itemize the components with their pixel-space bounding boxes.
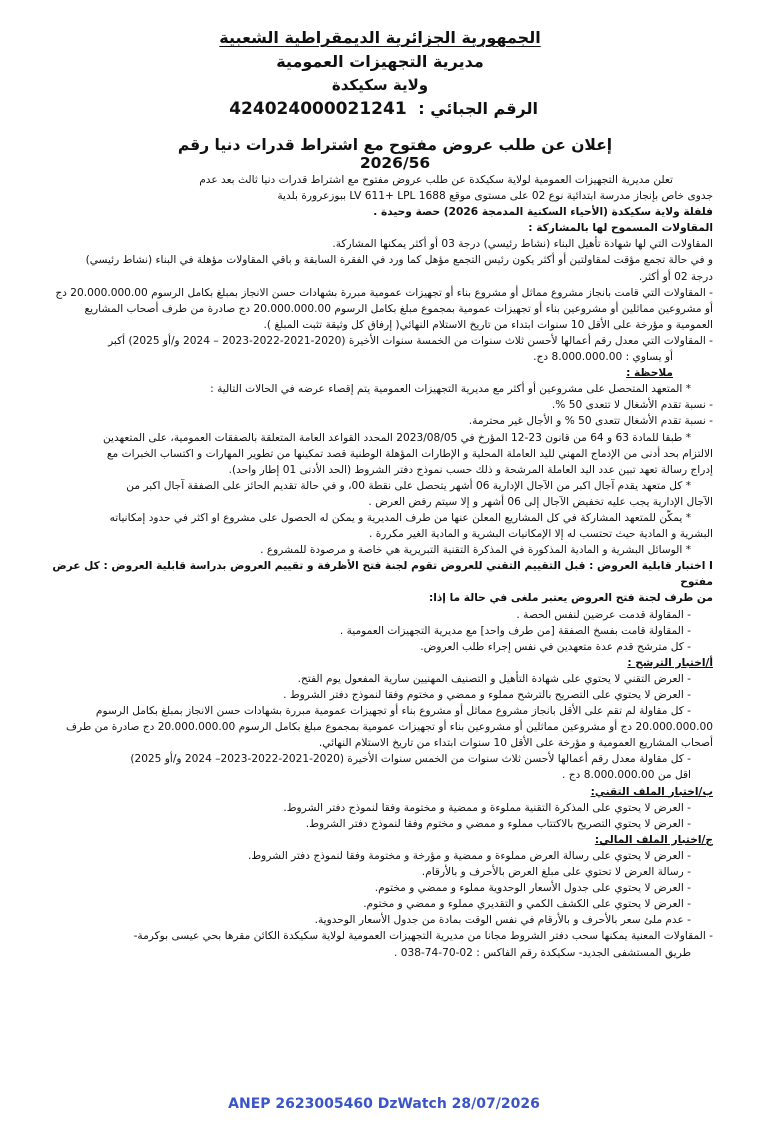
body-line: - العرض لا يحتوي على التصريح بالترشح مملوء و ممضي و مختوم وفقا لنموذج دفتر الشروط .: [283, 689, 691, 701]
body-line: أصحاب المشاريع العمومية و مؤرخة على الأقل 10 سنوات ابتداء من تاريخ الاستلام النهائي.: [318, 737, 713, 750]
body-line: المقاولات التي لها شهادة تأهيل البناء (نشاط رئيسي) درجة 03 أو أكثر يمكنها المشاركة.: [332, 238, 713, 251]
body-line: - نسبة تقدم الأشغال لا تتعدى 50 %.: [551, 399, 713, 412]
body-line: - العرض لا يحتوي التصريح بالاكتتاب مملوء و ممضي و مختوم وفقا لنموذج دفتر الشروط.: [305, 817, 691, 830]
body-line: - نسبة تقدم الأشغال تتعدى 50 % و الأجال غير محترمة.: [468, 415, 713, 428]
body-line: * يمكّن للمتعهد المشاركة في كل المشاريع المعلن عنها من طرف المديرية و يمكن له الحصول على مشروع او اكثر في حدود إمكانياته: [109, 511, 691, 524]
body-line: تعلن مديرية التجهيزات العمومية لولاية سكيكدة عن طلب عروض مفتوح مع اشتراط قدرات دنيا ثالث بعد عدم: [199, 174, 673, 186]
body-line: - رسالة العرض لا تحتوي على مبلغ العرض بالأحرف و بالأرقام.: [421, 866, 691, 879]
wilaya-heading: ولاية سكيكدة: [331, 76, 429, 94]
tax-id-value: 424024000021241: [229, 99, 407, 119]
body-line: * المتعهد المتحصل على مشروعين أو أكثر مع مديرية التجهيزات العمومية يتم إقصاء عرضه في الحالات التالية :: [210, 383, 691, 396]
body-line: - العرض لا يحتوي على المذكرة التقنية مملوءة و ممضية و مختومة وفقا لنموذج دفتر الشروط.: [283, 801, 691, 814]
body-line: - كل مقاولة معدل رقم أعمالها لأحسن ثلاث سنوات من الخمس سنوات الأخيرة (2020-2021-2022-2023– 2024 و/أو 2025): [130, 753, 691, 766]
section-heading: I اختبار قابلية العروض : قبل التقييم التقني للعروض تقوم لجنة فتح الأظرفة و تقييم العروض بدراسة قابلية العروض : كل عرض مفتوح: [52, 560, 713, 589]
body-line: درجة 02 أو أكثر.: [638, 270, 713, 283]
body-line: من طرف لجنة فتح العروض يعتبر ملغى في حالة ما إذا:: [428, 592, 713, 605]
body-line: - كل مترشح قدم عدة متعهدين في نفس إجراء طلب العروض.: [420, 640, 691, 653]
announcement-body: [45, 172, 713, 961]
body-line: * كل متعهد يقدم آجال اكبر من الآجال الإدارية 06 أشهر يتحصل على نقطة 00، و في حالة تقديم الحائز على الصفقة آجال اكبر من: [126, 479, 691, 492]
body-line: و في حالة تجمع مؤقت لمقاولتين أو أكثر يكون رئيس التجمع مؤهل كما ورد في الفقرة السابقة و باقي المقاولات مؤهلة في البناء (نشاط رئيسي): [85, 254, 713, 267]
republic-heading: الجمهورية الجزائرية الديمقراطية الشعبية: [219, 28, 541, 47]
body-line: العمومية و مؤرخة على الأقل 10 سنوات ابتداء من تاريخ الاستلام النهائي( إرفاق كل وثيقة تثبت المبلغ ).: [263, 318, 713, 331]
announcement-title: إعلان عن طلب عروض مفتوح مع اشتراط قدرات دنيا رقم 2026/56: [177, 136, 613, 172]
body-line: * طبقا للمادة 63 و 64 من قانون 23-12 المؤرخ في 2023/08/05 المحدد القواعد العامة المتعلقة بالصفقات العمومية، على المتعهدين: [102, 431, 691, 444]
body-line: - المقاولات التي معدل رقم أعمالها لأحسن ثلاث سنوات من الخمسة سنوات الأخيرة (2020-2021-2022-2023 – 2024 و/أو 2025) أكبر: [108, 334, 713, 347]
tax-id: [229, 99, 538, 119]
body-line: - المقاولات المعنية يمكنها سحب دفتر الشروط مجانا من مديرية التجهيزات العمومية لولاية سكيكدة الكائن مقرها بحي عيسى بوكرمة-: [133, 930, 713, 943]
body-line: - العرض لا يحتوي على الكشف الكمي و التقديري مملوء و ممضي و مختوم.: [363, 898, 691, 911]
body-line: جدوى خاص بإنجاز مدرسة ابتدائية نوع 02 على مستوى موقع LV 611+ LPL 1688 ببوزعرورة بلدية: [277, 190, 713, 203]
body-line: - العرض لا يحتوي على جدول الأسعار الوحدوية مملوء و ممضي و مختوم.: [374, 882, 691, 895]
section-heading: ب/اختبار الملف التقني:: [590, 785, 713, 798]
body-line: * الوسائل البشرية و المادية المذكورة في المذكرة التقنية التبريرية هي خاصة و مرصودة للمشروع .: [260, 544, 691, 557]
body-line: البشرية و المادية حيث تحتسب له إلا الإمكانيات البشرية و المادية الغير مكررة .: [368, 528, 713, 541]
body-line: فلفلة ولاية سكيكدة (الأحياء السكنية المدمجة 2026) حصة وحيدة .: [373, 206, 713, 219]
body-line: المقاولات المسموح لها بالمشاركة :: [528, 222, 713, 235]
body-line: الآجال الإدارية يجب عليه تخفيض الآجال إلى 06 أشهر و إلا سيتم رفض العرض .: [368, 495, 713, 508]
section-heading: ج/اختبار الملف المالي:: [594, 833, 713, 846]
body-line: - المقاولة قدمت عرضين لنفس الحصة .: [516, 608, 691, 621]
body-line: - المقاولة قامت بفسخ الصفقة [من طرف واحد] مع مديرية التجهيزات العمومية .: [339, 624, 691, 637]
body-line: - العرض التقني لا يحتوي على شهادة التأهيل و التصنيف المهنيين سارية المفعول يوم الفتح.: [297, 672, 691, 685]
body-line: - العرض لا يحتوي على رسالة العرض مملوءة و ممضية و مؤرخة و مختومة وفقا لنموذج دفتر الشروط.: [248, 849, 691, 862]
body-line: - كل مقاولة لم تقم على الأقل بانجاز مشروع مماثل أو مشروع بناء أو تجهيزات عمومية مبررة بشهادات حسن الانجاز بمبلغ بكامل الرسوم: [95, 705, 691, 718]
body-line: اقل من 8.000.000.00 دج .: [562, 769, 691, 782]
body-line: طريق المستشفى الجديد- سكيكدة رقم الفاكس : 02-70-74-038 .: [393, 946, 691, 959]
body-line: 20.000.000.00 دج أو مشروعين مماثلين أو مشروعين بناء أو تجهيزات عمومية بمجموع مبلغ بكامل الرسوم 20.000.000.00 دج صادرة من طرف: [66, 721, 713, 734]
directorate-heading: مديرية التجهيزات العمومية: [276, 52, 484, 71]
body-line: أو يساوي : 8.000.000.00 دج.: [533, 351, 673, 364]
tax-id-label: الرقم الجبائي :: [418, 99, 538, 118]
body-line: أو مشروعين مماثلين أو مشروعين بناء أو تجهيزات عمومية بمجموع مبلغ بكامل الرسوم 20.000.000.00 دج صادرة من طرف أصحاب المشاريع: [84, 302, 713, 315]
body-line: إدراج رسالة تعهد تبين عدد اليد العاملة المرشحة و ذلك حسب نموذج دفتر الشروط (الحد الأدنى 01 إطار واحد).: [228, 463, 713, 476]
section-heading: أ/اختبار الترشح :: [627, 656, 713, 669]
body-line: الالتزام بحد أدنى من الإدماج المهني لليد العاملة المحلية و الإطارات المؤهلة الوطنية قصد تمكينها من تطوير المهارات و اكتساب الخبرات مع: [106, 447, 713, 460]
body-line: - المقاولات التي قامت بانجاز مشروع مماثل أو مشروع بناء أو تجهيزات عمومية مبررة بشهادات حسن الانجاز بمبلغ بكامل الرسوم 20.000.000.00 دج: [55, 286, 713, 299]
notes-heading: ملاحظة :: [626, 367, 673, 380]
anep-footer: ANEP 2623005460 DzWatch 28/07/2026: [228, 1096, 540, 1112]
body-line: - عدم ملئ سعر بالأحرف و بالأرقام في نفس الوقت بمادة من جدول الأسعار الوحدوية.: [314, 914, 691, 927]
